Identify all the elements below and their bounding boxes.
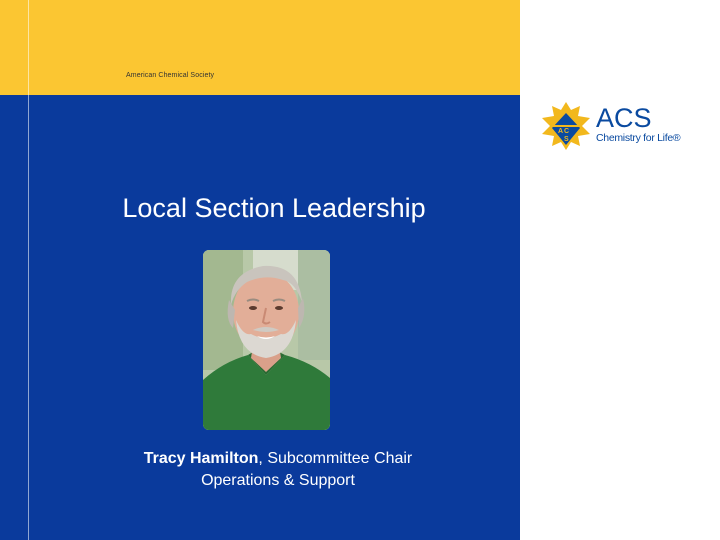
seal-letter-a: A xyxy=(558,128,564,135)
person-photo xyxy=(203,250,330,430)
person-role-separator: , xyxy=(258,450,268,467)
person-caption xyxy=(0,450,556,468)
person-role: Subcommittee Chair xyxy=(267,450,413,467)
seal-letter-c: C xyxy=(564,128,570,135)
slide-title: Local Section Leadership xyxy=(122,193,426,223)
logo-acronym: ACS xyxy=(596,103,652,133)
org-name: American Chemical Society xyxy=(126,72,215,79)
seal-letter-s: S xyxy=(564,136,569,143)
header-yellow-band xyxy=(0,0,520,95)
person-group: Operations & Support xyxy=(201,472,355,489)
person-name: Tracy Hamilton xyxy=(143,450,259,467)
seal-bar xyxy=(553,125,579,127)
logo-tagline: Chemistry for Life® xyxy=(596,132,681,144)
